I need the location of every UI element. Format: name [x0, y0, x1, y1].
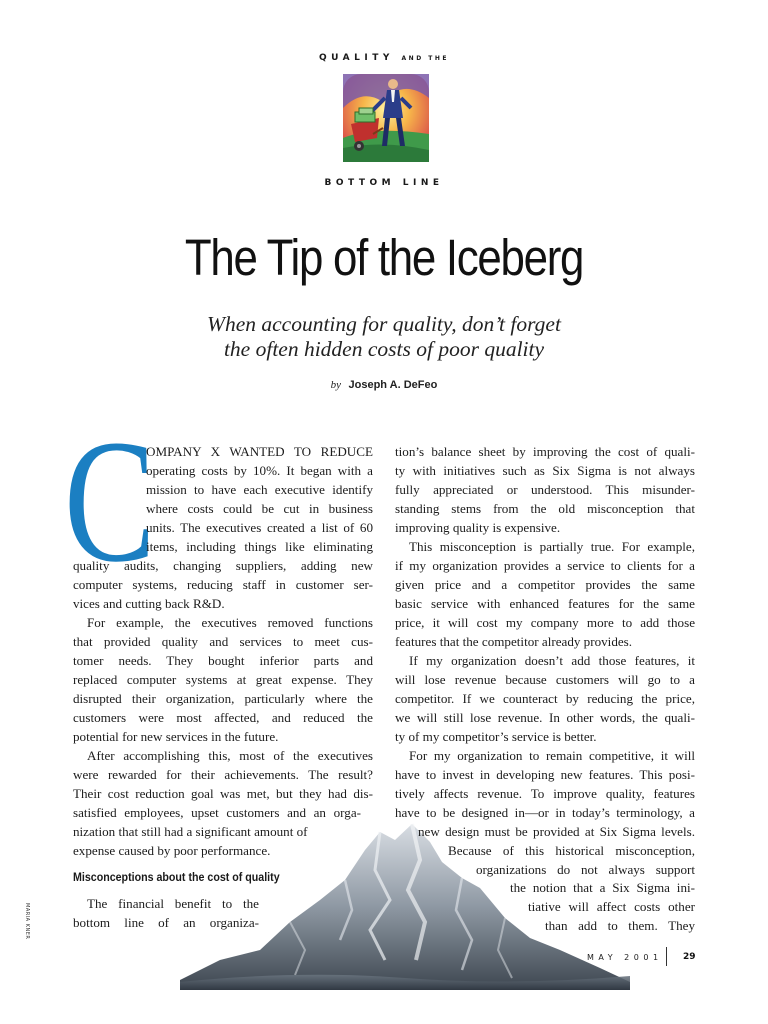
column2-line: improving quality is expensive.	[395, 520, 561, 535]
column1-line: that provided quality and services to meet cus-	[73, 634, 373, 649]
column1-line: where costs could be cut in business	[146, 501, 373, 516]
section-subhead: Misconceptions about the cost of quality	[73, 870, 280, 884]
column1-line: The financial benefit to the	[87, 896, 259, 911]
column2-line: For my organization to remain competitive, it will	[409, 748, 695, 763]
author-name: Joseph A. DeFeo	[348, 379, 438, 391]
column1-line: After accomplishing this, most of the executives	[87, 748, 373, 763]
column1-line: OMPANY X WANTED TO REDUCE	[146, 444, 373, 459]
column2-line: tively affects revenue. To improve quality, features	[395, 786, 695, 801]
page-number: 29	[683, 952, 696, 962]
column1-line: replaced computer systems at great expense. They	[73, 672, 373, 687]
section-kicker-top	[0, 53, 768, 63]
column2-line: have to be designed in—or in today’s terminology, a	[395, 805, 695, 820]
column1-line: were rewarded for their achievements. The result?	[73, 767, 373, 782]
column1-line: computer systems, reducing staff in customer ser-	[73, 577, 373, 592]
byline-prefix: by	[330, 379, 342, 391]
column2-line: fully appreciated or understood. This misunder-	[395, 482, 695, 497]
column1-line: nization that still had a significant amount of	[73, 824, 308, 839]
column2-line: price, it will cost my company more to add those	[395, 615, 695, 630]
column2-line: than add to them. They	[545, 918, 695, 933]
column2-line: tion’s balance sheet by improving the cost of quali-	[395, 444, 695, 459]
article-subtitle	[0, 312, 768, 362]
column2-line: competitor. If we counteract by reducing the price,	[395, 691, 695, 706]
subtitle-line: the often hidden costs of poor quality	[223, 337, 545, 361]
issue-date: MAY 2001	[587, 953, 663, 962]
header-illustration	[333, 68, 439, 168]
column1-line: operating costs by 10%. It began with a	[146, 463, 373, 478]
column1-line: items, including things like eliminating	[146, 539, 373, 554]
column1-line: mission to have each executive identify	[146, 482, 373, 497]
byline	[0, 378, 768, 391]
article-title: The Tip of the Iceberg	[184, 229, 584, 286]
column2-line: will lose revenue because customers will go to a	[395, 672, 695, 687]
column2-line: organizations do not always support	[476, 862, 695, 877]
column1-line: expense caused by poor performance.	[73, 843, 271, 858]
column2-line: new design must be provided at Six Sigma levels.	[418, 824, 695, 839]
column2-line: basic service with enhanced features for the same	[395, 596, 695, 611]
column1-line: tomer needs. They bought inferior parts and	[73, 653, 373, 668]
illustration-credit: MARIA KNER	[24, 903, 30, 940]
column1-line: customers were most affected, and reduced the	[73, 710, 373, 725]
column2-line: ty of my competitor’s service is better.	[395, 729, 597, 744]
column1-line: disrupted their organization, particularly where the	[73, 691, 373, 706]
column2-line: the notion that a Six Sigma ini-	[510, 880, 695, 895]
section-kicker-bottom: BOTTOM LINE	[324, 178, 444, 188]
column2-line: Because of this historical misconception,	[448, 843, 695, 858]
column1-line: For example, the executives removed functions	[87, 615, 373, 630]
kicker-quality: QUALITY	[319, 53, 394, 63]
column2-line: we will still lose revenue. In other words, the quali-	[395, 710, 695, 725]
drop-cap: C	[64, 404, 156, 599]
column2-line: standing stems from the old misconception that	[395, 501, 695, 516]
kicker-and-the: AND THE	[401, 55, 449, 62]
column2-line: ty with initiatives such as Six Sigma is not always	[395, 463, 695, 478]
column2-line: This misconception is partially true. For example,	[409, 539, 695, 554]
column1-line: units. The executives created a list of 60	[146, 520, 373, 535]
column1-line: bottom line of an organiza-	[73, 915, 259, 930]
column2-line: if my organization provides a service to clients for a	[395, 558, 695, 573]
column1-line: quality audits, changing suppliers, adding new	[73, 558, 373, 573]
column2-line: given price and a competitor provides the same	[395, 577, 695, 592]
column2-line: tiative will affect costs other	[528, 899, 695, 914]
column1-line: vices and cutting back R&D.	[73, 596, 225, 611]
column1-line: satisfied employees, upset customers and an orga-	[73, 805, 361, 820]
subtitle-line: When accounting for quality, don’t forget	[207, 312, 561, 336]
folio-divider	[666, 947, 667, 966]
column2-line: If my organization doesn’t add those features, it	[409, 653, 695, 668]
column1-line: potential for new services in the future.	[73, 729, 279, 744]
column2-line: features that the competitor already provides.	[395, 634, 633, 649]
column2-line: have to invest in developing new features. This posi-	[395, 767, 695, 782]
column1-line: Their cost reduction goal was met, but they had dis-	[73, 786, 373, 801]
